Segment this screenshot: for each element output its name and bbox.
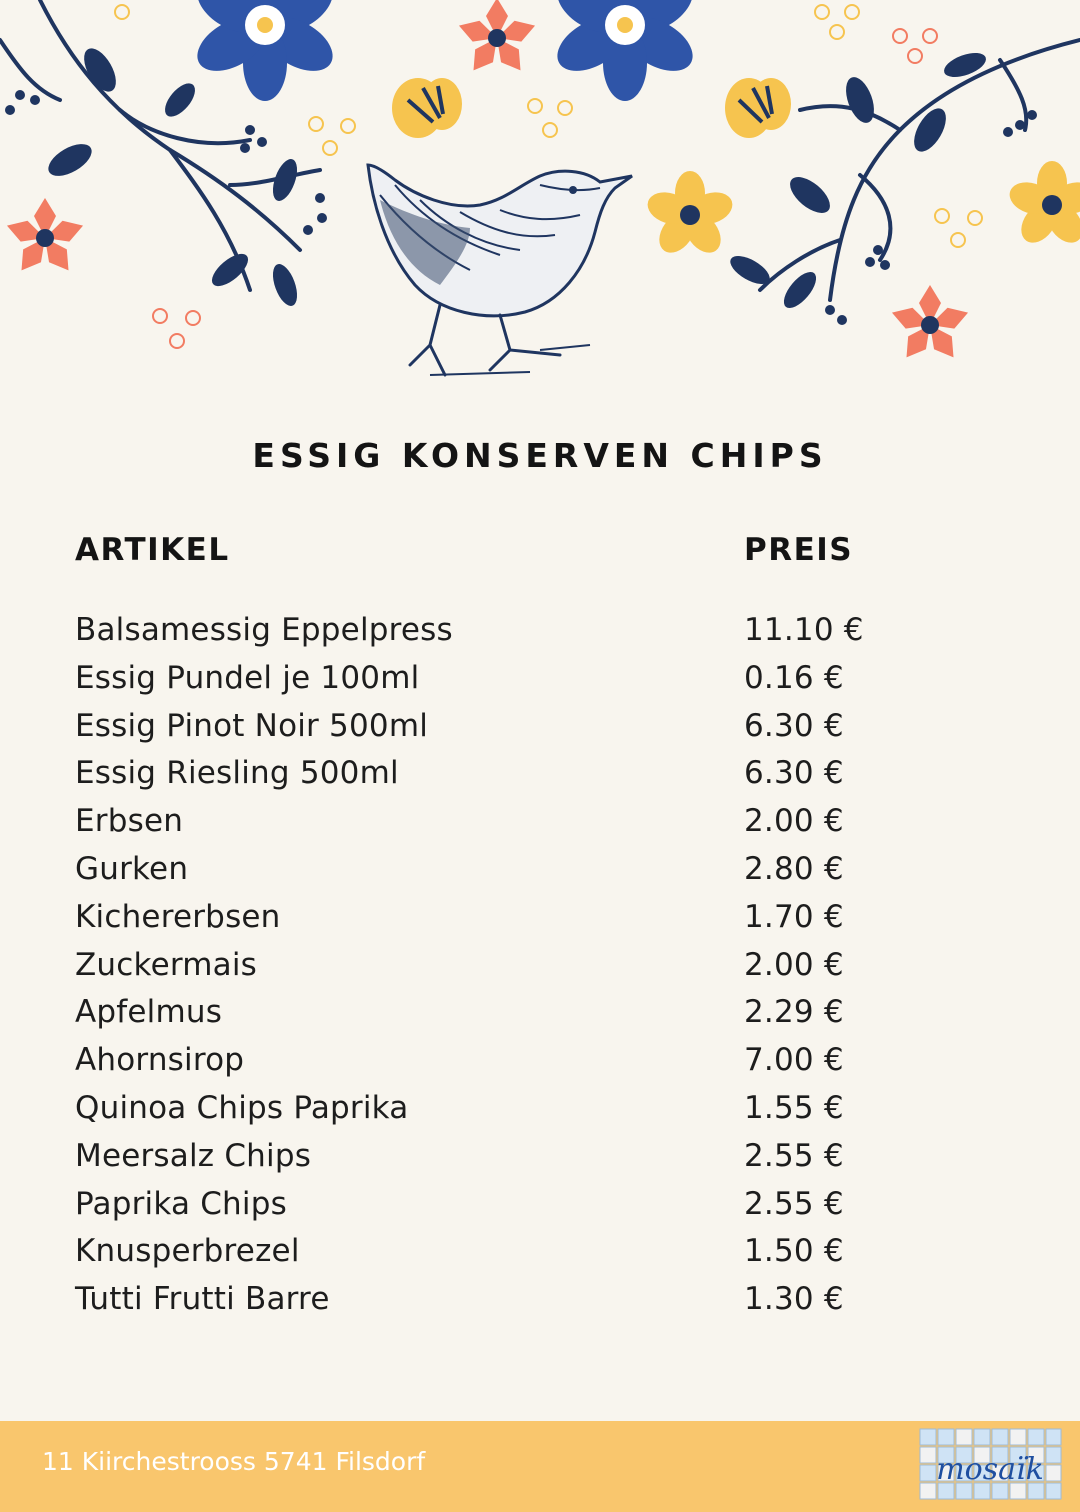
wren-bird-icon bbox=[368, 165, 632, 375]
item-price: 2.00 € bbox=[744, 803, 844, 840]
item-name: Kichererbsen bbox=[75, 898, 281, 935]
item-price: 11.10 € bbox=[744, 612, 864, 648]
item-name: Essig Pundel je 100ml bbox=[75, 659, 420, 696]
item-price: 2.55 € bbox=[744, 1137, 844, 1174]
coral-flower-icon bbox=[456, 0, 539, 77]
item-name: Paprika Chips bbox=[75, 1185, 287, 1222]
blue-flower-icon bbox=[548, 0, 702, 101]
item-price: 2.55 € bbox=[744, 1185, 844, 1222]
coral-flower-icon bbox=[4, 198, 87, 277]
list-item bbox=[0, 899, 1080, 947]
list-item bbox=[0, 1138, 1080, 1186]
list-item bbox=[0, 660, 1080, 708]
footer-address: 11 Kiirchestrooss 5741 Filsdorf bbox=[42, 1447, 426, 1476]
list-item bbox=[0, 851, 1080, 899]
item-name: Tutti Frutti Barre bbox=[75, 1281, 330, 1318]
footer-bar bbox=[0, 1421, 1080, 1512]
item-price: 2.29 € bbox=[744, 994, 844, 1031]
list-item bbox=[0, 1186, 1080, 1234]
list-item bbox=[0, 803, 1080, 851]
item-price: 1.50 € bbox=[744, 1233, 844, 1270]
item-price: 2.80 € bbox=[744, 850, 844, 887]
price-list bbox=[0, 612, 1080, 1329]
list-item bbox=[0, 708, 1080, 756]
yellow-flower-icon bbox=[644, 171, 737, 259]
yellow-tulip-icon bbox=[392, 78, 462, 138]
column-header-price: PREIS bbox=[744, 532, 854, 568]
list-item bbox=[0, 1233, 1080, 1281]
item-price: 6.30 € bbox=[744, 707, 844, 744]
logo-text: mosaïk bbox=[936, 1452, 1044, 1487]
page-title: ESSIG KONSERVEN CHIPS bbox=[252, 436, 828, 475]
list-item bbox=[0, 1090, 1080, 1138]
item-name: Essig Riesling 500ml bbox=[75, 755, 399, 792]
item-name: Meersalz Chips bbox=[75, 1137, 312, 1174]
coral-flower-icon bbox=[889, 285, 972, 364]
item-price: 6.30 € bbox=[744, 755, 844, 792]
list-item bbox=[0, 994, 1080, 1042]
list-item bbox=[0, 947, 1080, 995]
item-price: 1.55 € bbox=[744, 1089, 844, 1126]
item-price: 1.70 € bbox=[744, 898, 844, 935]
mosaik-logo bbox=[918, 1427, 1063, 1507]
item-price: 1.30 € bbox=[744, 1281, 844, 1318]
item-price: 2.00 € bbox=[744, 946, 844, 983]
item-name: Apfelmus bbox=[75, 994, 223, 1031]
yellow-flower-icon bbox=[1006, 161, 1080, 249]
list-item bbox=[0, 612, 1080, 660]
item-name: Gurken bbox=[75, 850, 189, 887]
item-name: Balsamessig Eppelpress bbox=[75, 612, 453, 648]
item-price: 7.00 € bbox=[744, 1042, 844, 1079]
list-item bbox=[0, 1042, 1080, 1090]
item-name: Essig Pinot Noir 500ml bbox=[75, 707, 429, 744]
list-item bbox=[0, 1281, 1080, 1329]
blue-flower-icon bbox=[188, 0, 342, 101]
column-header-item: ARTIKEL bbox=[75, 532, 230, 568]
item-name: Erbsen bbox=[75, 803, 184, 840]
item-name: Knusperbrezel bbox=[75, 1233, 300, 1270]
list-item bbox=[0, 755, 1080, 803]
item-price: 0.16 € bbox=[744, 659, 844, 696]
item-name: Quinoa Chips Paprika bbox=[75, 1089, 409, 1126]
branch-right-icon bbox=[760, 40, 1080, 300]
item-name: Ahornsirop bbox=[75, 1042, 245, 1079]
floral-header-illustration bbox=[0, 0, 1080, 400]
item-name: Zuckermais bbox=[75, 946, 258, 983]
yellow-tulip-icon bbox=[725, 78, 791, 138]
